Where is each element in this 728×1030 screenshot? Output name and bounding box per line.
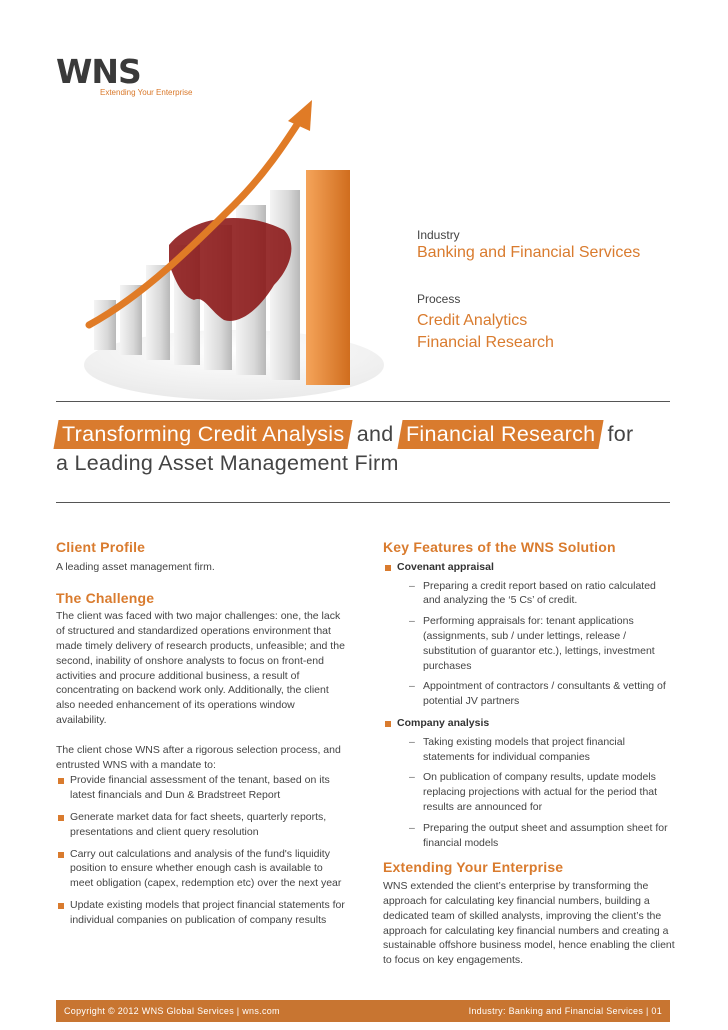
left-column [56,540,346,935]
list-item: – Performing appraisals for: tenant applications (assignments, sub / under lettings, release / substitution of guarantor etc.), lettings, investment purchases [397,614,675,673]
right-column [383,540,675,968]
feature-group-company [383,716,675,850]
feature-sublist [397,735,675,851]
title-for: for [607,422,634,446]
list-item: Update existing models that project financial statements for individual companies on publication of company results [56,898,346,928]
footer-bar [56,1000,670,1022]
logo-tagline: Extending Your Enterprise [100,88,193,97]
list-item: – Preparing the output sheet and assumption sheet for financial models [397,821,675,851]
industry-label: Industry [417,228,460,242]
page-title [56,420,696,478]
title-line-2: a Leading Asset Management Firm [56,451,399,475]
divider-bottom [56,502,670,503]
logo-wordmark: WNS [56,52,141,91]
client-profile-text: A leading asset management firm. [56,560,215,573]
extending-heading: Extending Your Enterprise [383,859,564,876]
list-item: Carry out calculations and analysis of the fund's liquidity position to ensure whether enough cash is available to meet obligation (capex, redemption etc) over the next year [56,847,346,891]
list-item: – Appointment of contractors / consultants & vetting of potential JV partners [397,679,675,709]
title-and: and [356,422,394,446]
industry-value: Banking and Financial Services [417,244,641,261]
footer-page-info: Industry: Banking and Financial Services | 01 [468,1006,662,1016]
title-highlight-1: Transforming Credit Analysis [53,420,353,449]
features-heading: Key Features of the WNS Solution [383,539,616,555]
list-item: Provide financial assessment of the tenant, based on its latest financials and Dun & Bradstreet Report [56,773,346,803]
feature-group-title: Covenant appraisal [397,560,494,573]
process-value-1: Credit Analytics [417,312,528,329]
brand-logo [56,54,193,97]
features-list [383,560,675,851]
divider-top [56,401,670,402]
process-block [417,292,554,354]
list-item: – Taking existing models that project financial statements for individual companies [397,735,675,765]
list-item: Generate market data for fact sheets, quarterly reports, presentations and client query resolution [56,810,346,840]
trend-arrow-icon [288,100,312,131]
process-value-2: Financial Research [417,334,554,351]
feature-sublist [397,579,675,709]
challenge-heading: The Challenge [56,589,155,606]
feature-group-covenant [383,560,675,709]
industry-block [417,228,640,264]
list-item: – Preparing a credit report based on ratio calculated and analyzing the ‘5 Cs’ of credit. [397,579,675,609]
title-highlight-2: Financial Research [397,420,604,449]
footer-copyright: Copyright © 2012 WNS Global Services | wns.com [64,1006,280,1016]
client-profile-heading: Client Profile [56,539,146,555]
process-label: Process [417,292,461,306]
list-item: – On publication of company results, update models replacing projections with actual for the period that results are announced for [397,770,675,814]
feature-group-title: Company analysis [397,716,490,729]
challenge-paragraph-1: The client was faced with two major challenges: one, the lack of structured and standardized operations environment that made timely delivery of research products, unfeasible; and the second, inability of onshore analysts to focus on front-end activities and procure additional business, a result of concentrating on backend work only. Additionally, the client also needed enhancement of its operations window availability. [56,610,345,726]
hero-illustration [84,95,384,400]
extending-text: WNS extended the client’s enterprise by transforming the approach for calculating key financial numbers, building a dedicated team of skilled analysts, improving the client’s the approach for calculating key financial numbers and creating a sustainable offshore business model, hence enabling the client to focus on key engagements. [383,880,675,967]
mandate-list [56,773,346,927]
challenge-paragraph-2: The client chose WNS after a rigorous selection process, and entrusted WNS with a mandate to: [56,743,341,771]
